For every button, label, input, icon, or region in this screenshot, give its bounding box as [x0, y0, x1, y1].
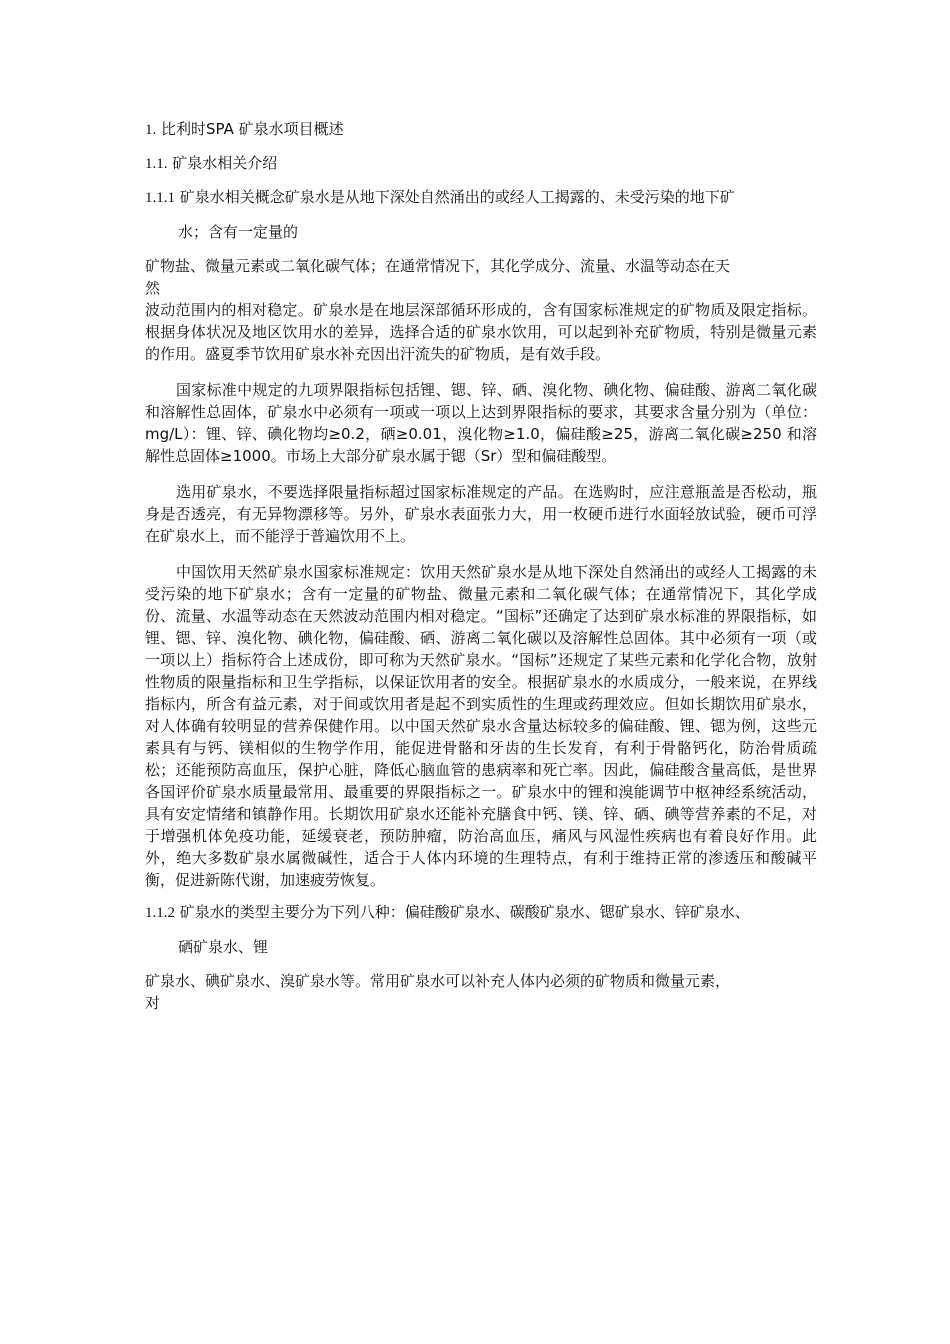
- heading-section-1-1: [145, 152, 817, 175]
- paragraph-line: 矿泉水、碘矿泉水、溴矿泉水等。常用矿泉水可以补充人体内必须的矿物质和微量元素，: [145, 972, 731, 990]
- heading-number: 1.1.: [145, 156, 168, 172]
- heading-section-1-1-1: [145, 186, 817, 209]
- heading-continuation: 硒矿泉水、锂: [178, 938, 269, 956]
- paragraph: 选用矿泉水，不要选择限量指标超过国家标准规定的产品。在选购时，应注意瓶盖是否松动，瓶身是否透亮，有无异物漂移等。另外，矿泉水表面张力大，用一枚硬币进行水面轻放试验，硬币可浮在矿泉水上，而不能浮于普遍饮用不上。: [145, 483, 817, 545]
- heading-section-1: [145, 118, 817, 141]
- paragraph-line: 对: [145, 994, 161, 1012]
- heading-text: 矿泉水的类型主要分为下列八种：偏硅酸矿泉水、碳酸矿泉水、锶矿泉水、锌矿泉水、: [175, 903, 750, 921]
- paragraph: 国家标准中规定的九项界限指标包括锂、锶、锌、硒、溴化物、碘化物、偏硅酸、游离二氧化碳和溶解性总固体，矿泉水中必须有一项或一项以上达到界限指标的要求，其要求含量分别为（单位：mg/L）：锂、锌、碘化物均≥0.2，硒≥0.01，溴化物≥1.0，偏硅酸≥25，游离二氧化碳≥250 和溶解性总固体≥1000。市场上大部分矿泉水属于锶（Sr）型和偏硅酸型。: [145, 381, 817, 465]
- heading-text: 矿泉水相关概念矿泉水是从地下深处自然涌出的或经人工揭露的、未受污染的地下矿: [175, 188, 735, 206]
- heading-text: 矿泉水相关介绍: [167, 154, 278, 172]
- paragraph: 中国饮用天然矿泉水国家标准规定：饮用天然矿泉水是从地下深处自然涌出的或经人工揭露的未受污染的地下矿泉水；含有一定量的矿物盐、微量元素和二氧化碳气体；在通常情况下，其化学成份、流量、水温等动态在天然波动范围内相对稳定。“国标”还确定了达到矿泉水标准的界限指标，如锂、锶、锌、溴化物、碘化物，偏硅酸、硒、游离二氧化碳以及溶解性总固体。其中必须有一项（或一项以上）指标符合上述成份，即可称为天然矿泉水。“国标”还规定了某些元素和化学化合物，放射性物质的限量指标和卫生学指标，以保证饮用者的安全。根据矿泉水的水质成分，一般来说，在界线指标内，所含有益元素，对于间或饮用者是起不到实质性的生理或药理效应。但如长期饮用矿泉水，对人体确有较明显的营养保健作用。以中国天然矿泉水含量达标较多的偏硅酸、锂、锶为例，这些元素具有与钙、镁相似的生物学作用，能促进骨骼和牙齿的生长发育，有利于骨骼钙化，防治骨质疏松；还能预防高血压，保护心脏，降低心脑血管的患病率和死亡率。因此，偏硅酸含量高低，是世界各国评价矿泉水质量最常用、最重要的界限指标之一。矿泉水中的锂和溴能调节中枢神经系统活动，具有安定情绪和镇静作用。长期饮用矿泉水还能补充膳食中钙、镁、锌、硒、碘等营养素的不足，对于增强机体免疫功能，延缓衰老，预防肿瘤，防治高血压，痛风与风湿性疾病也有着良好作用。此外，绝大多数矿泉水属微碱性，适合于人体内环境的生理特点，有利于维持正常的渗透压和酸碱平衡，促进新陈代谢，加速疲劳恢复。: [145, 563, 817, 889]
- paragraph: 波动范围内的相对稳定。矿泉水是在地层深部循环形成的，含有国家标准规定的矿物质及限定指标。根据身体状况及地区饮用水的差异，选择合适的矿泉水饮用，可以起到补充矿物质，特别是微量元素的作用。盛夏季节饮用矿泉水补充因出汗流失的矿物质，是有效手段。: [145, 301, 817, 363]
- document-body: [145, 118, 817, 1014]
- heading-number: 1.1.2: [145, 905, 175, 921]
- heading-number: 1.: [145, 122, 157, 138]
- heading-text: 比利时SPA 矿泉水项目概述: [156, 120, 344, 138]
- heading-continuation: 水；含有一定量的: [178, 223, 299, 241]
- paragraph-line: 矿物盐、微量元素或二氧化碳气体；在通常情况下，其化学成分、流量、水温等动态在天: [145, 257, 731, 275]
- paragraph-line: 然: [145, 279, 161, 297]
- heading-number: 1.1.1: [145, 190, 175, 206]
- heading-section-1-1-2: [145, 901, 817, 924]
